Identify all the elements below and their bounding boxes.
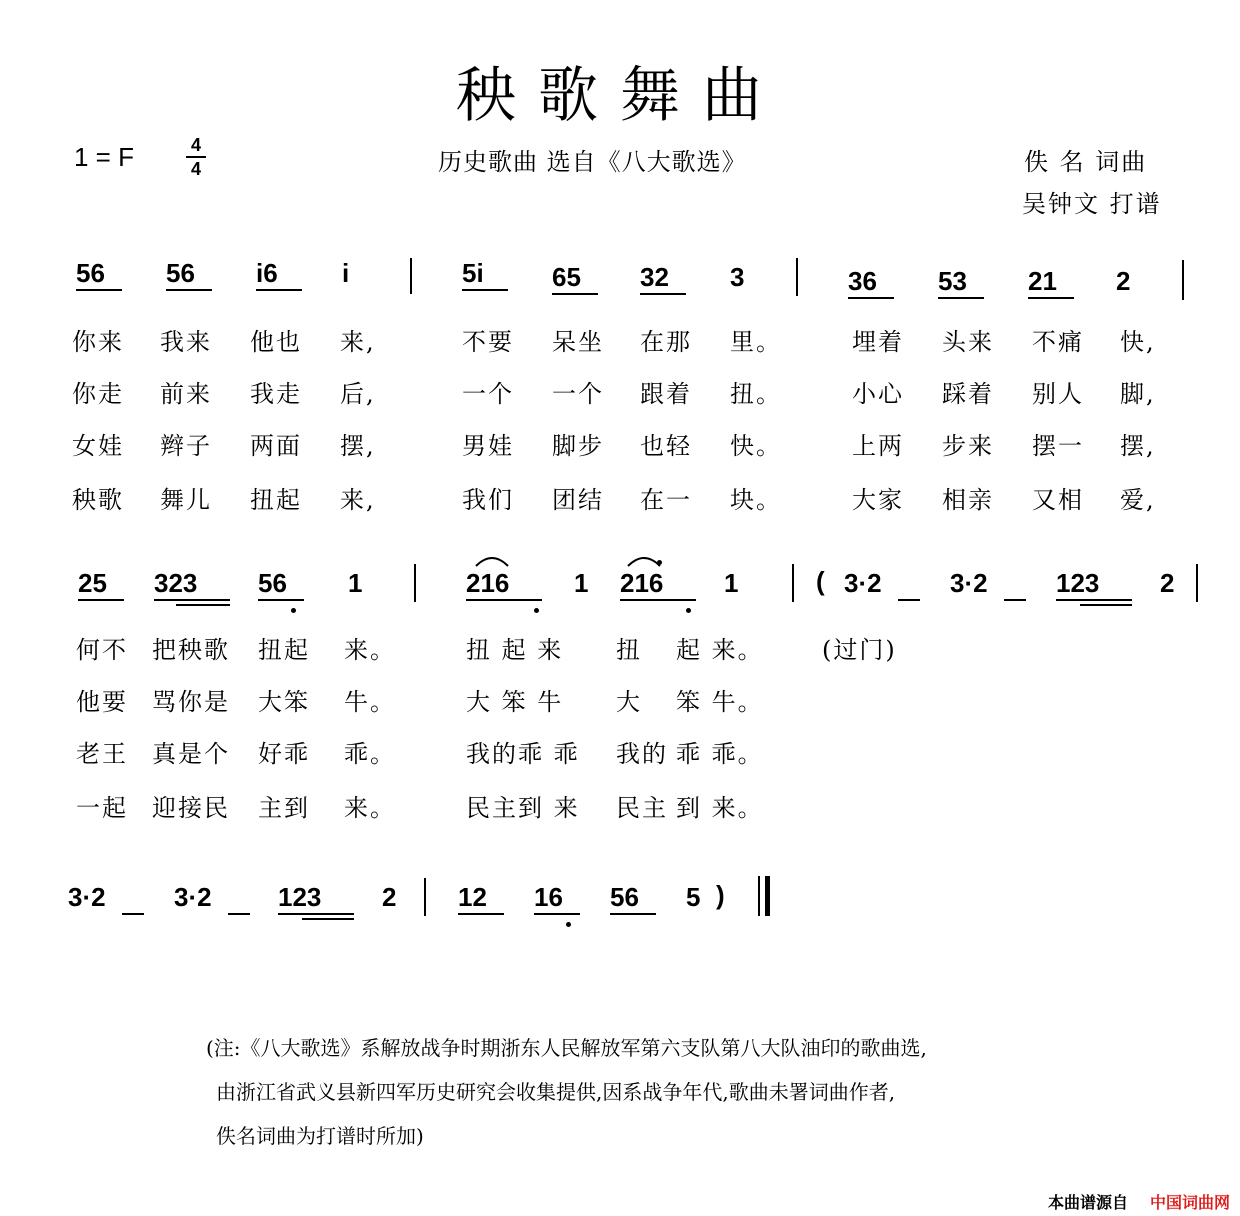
lyric-syllable: 跟着	[640, 380, 692, 408]
lyric-syllable: 呆坐	[552, 328, 604, 356]
lyric-syllable: 快。	[730, 432, 782, 460]
lyric-syllable: 扭	[616, 636, 642, 664]
note-group: 3·2	[950, 568, 988, 598]
lyric-syllable: 来。	[344, 794, 396, 822]
note-group: 1	[348, 568, 363, 598]
lyric-syllable: 也轻	[640, 432, 692, 460]
lyric-syllable: 秧歌	[72, 486, 124, 514]
lyric-syllable: 迎接民	[152, 794, 230, 822]
lyric-syllable: 大	[616, 688, 642, 716]
lyric-syllable: 你走	[72, 380, 124, 408]
composer-credit: 佚 名 词曲	[1024, 148, 1148, 176]
note-group: 323	[154, 568, 198, 598]
lyric-syllable: 我走	[250, 380, 302, 408]
lyric-syllable: 来。	[344, 636, 396, 664]
note-group: 53	[938, 266, 967, 296]
note-group: 3·2	[844, 568, 882, 598]
lyric-syllable: 扭 起 来	[466, 636, 564, 664]
time-signature-bottom: 4	[190, 159, 201, 179]
lyric-syllable: 爱,	[1120, 486, 1156, 514]
lyric-syllable: 不要	[462, 328, 514, 356]
note-group: 1	[574, 568, 589, 598]
lyric-syllable: 我的乖 乖	[466, 740, 580, 768]
lyric-syllable: 起 来。	[676, 636, 764, 664]
note-group: 216	[466, 568, 510, 598]
lyric-syllable: 你来	[72, 328, 124, 356]
lyric-syllable: 团结	[552, 486, 604, 514]
note-group: 16	[534, 882, 563, 912]
lyric-syllable: 到 来。	[676, 794, 764, 822]
interlude-close-paren: )	[716, 880, 725, 910]
note-group: 36	[848, 266, 877, 296]
key-signature: 1 = F	[74, 142, 134, 172]
lyric-syllable: 他要	[76, 688, 128, 716]
note-group: 56	[258, 568, 287, 598]
lyric-syllable: 在一	[640, 486, 692, 514]
note-group: 2	[1160, 568, 1175, 598]
lyric-syllable: 乖。	[344, 740, 396, 768]
lyric-syllable: 后,	[340, 380, 376, 408]
lyric-syllable: 小心	[852, 380, 904, 408]
note-group: 25	[78, 568, 107, 598]
footer-source-label: 本曲谱源自	[1047, 1195, 1128, 1212]
lyric-syllable: 主到	[258, 794, 310, 822]
lyric-syllable: 摆,	[340, 432, 376, 460]
note-group: 56	[166, 258, 195, 288]
lyric-syllable: 扭起	[250, 486, 302, 514]
lyric-syllable: 男娃	[462, 432, 514, 460]
lyric-syllable: 摆,	[1120, 432, 1156, 460]
lyric-syllable: 把秧歌	[152, 636, 230, 664]
lyric-syllable: 扭起	[258, 636, 310, 664]
lyric-syllable: 老王	[76, 740, 128, 768]
lyric-syllable: 两面	[250, 432, 302, 460]
footnote-line: (注:《八大歌选》系解放战争时期浙东人民解放军第六支队第八大队油印的歌曲选,	[206, 1036, 927, 1060]
lyric-syllable: 辫子	[160, 432, 212, 460]
note-group: 5	[686, 882, 701, 912]
lyric-syllable: 一起	[76, 794, 128, 822]
note-group: 12	[458, 882, 487, 912]
lyric-syllable: 我的	[616, 740, 668, 768]
lyric-syllable: 不痛	[1032, 328, 1084, 356]
lyric-syllable: 摆一	[1032, 432, 1084, 460]
lyric-syllable: 别人	[1032, 380, 1084, 408]
lyric-syllable: 好乖	[258, 740, 310, 768]
interlude-label: (过门)	[822, 636, 897, 664]
lyric-syllable: 何不	[76, 636, 128, 664]
lyric-syllable: 牛。	[344, 688, 396, 716]
footnote-line: 佚名词曲为打谱时所加)	[216, 1124, 424, 1148]
lyric-syllable: 民主到 来	[466, 794, 580, 822]
lyric-syllable: 埋着	[852, 328, 904, 356]
note-group: 1	[724, 568, 739, 598]
note-group: i6	[256, 258, 278, 288]
note-group: 32	[640, 262, 669, 292]
note-group: 3	[730, 262, 745, 292]
lyric-syllable: 前来	[160, 380, 212, 408]
lyric-syllable: 步来	[942, 432, 994, 460]
note-group: 3·2	[68, 882, 106, 912]
note-group: 21	[1028, 266, 1057, 296]
lyric-syllable: 脚,	[1120, 380, 1156, 408]
lyric-syllable: 民主	[616, 794, 668, 822]
lyric-syllable: 舞儿	[160, 486, 212, 514]
lyric-syllable: 真是个	[152, 740, 230, 768]
footer-site-link[interactable]: 中国词曲网	[1149, 1195, 1230, 1212]
lyric-syllable: 他也	[250, 328, 302, 356]
note-group: 2	[1116, 266, 1131, 296]
lyric-syllable: 块。	[730, 486, 782, 514]
lyric-syllable: 来,	[340, 328, 376, 356]
lyric-syllable: 一个	[462, 380, 514, 408]
lyric-syllable: 笨 牛。	[676, 688, 764, 716]
note-group: 56	[76, 258, 105, 288]
lyric-syllable: 相亲	[942, 486, 994, 514]
lyric-syllable: 来,	[340, 486, 376, 514]
lyric-syllable: 头来	[942, 328, 994, 356]
interlude-open-paren: (	[816, 566, 825, 596]
lyric-syllable: 大笨	[258, 688, 310, 716]
lyric-syllable: 里。	[730, 328, 782, 356]
note-group: i	[342, 258, 350, 288]
lyric-syllable: 女娃	[72, 432, 124, 460]
song-title: 秧歌舞曲	[456, 61, 784, 131]
time-signature-top: 4	[190, 135, 201, 155]
lyric-syllable: 上两	[852, 432, 904, 460]
lyric-syllable: 我们	[462, 486, 514, 514]
lyric-syllable: 乖 乖。	[676, 740, 764, 768]
footnote-line: 由浙江省武义县新四军历史研究会收集提供,因系战争年代,歌曲未署词曲作者,	[216, 1080, 896, 1104]
lyric-syllable: 大 笨 牛	[466, 688, 564, 716]
transcriber-credit: 吴钟文 打谱	[1022, 190, 1162, 218]
lyric-syllable: 扭。	[730, 380, 782, 408]
note-group: 216	[620, 568, 664, 598]
note-group: 3·2	[174, 882, 212, 912]
note-group: 123	[1056, 568, 1100, 598]
note-group: 56	[610, 882, 639, 912]
lyric-syllable: 又相	[1032, 486, 1084, 514]
lyric-syllable: 踩着	[942, 380, 994, 408]
lyric-syllable: 在那	[640, 328, 692, 356]
lyric-syllable: 脚步	[552, 432, 604, 460]
note-group: 5i	[462, 258, 484, 288]
lyric-syllable: 骂你是	[152, 688, 230, 716]
lyric-syllable: 一个	[552, 380, 604, 408]
note-group: 123	[278, 882, 322, 912]
note-group: 65	[552, 262, 581, 292]
lyric-syllable: 我来	[160, 328, 212, 356]
lyric-syllable: 大家	[852, 486, 904, 514]
song-source: 历史歌曲 选自《八大歌选》	[438, 148, 747, 176]
note-group: 2	[382, 882, 397, 912]
lyric-syllable: 快,	[1120, 328, 1156, 356]
